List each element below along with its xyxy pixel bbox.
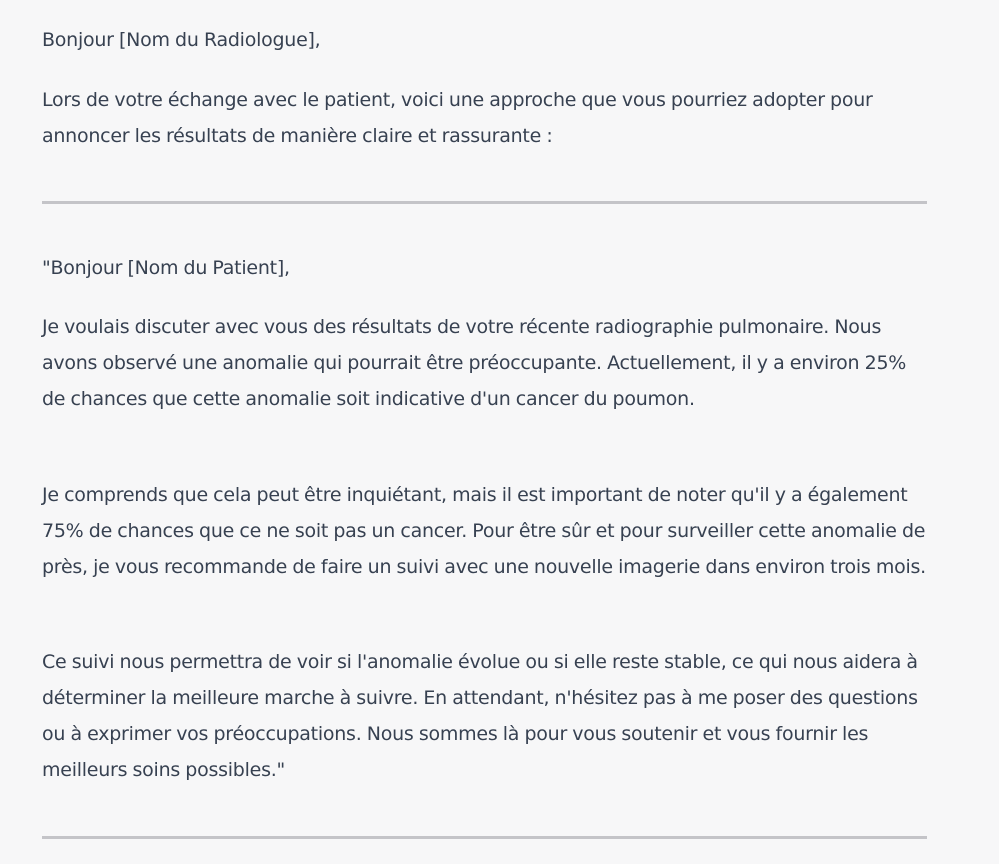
horizontal-divider bbox=[42, 201, 927, 204]
horizontal-divider bbox=[42, 836, 927, 839]
patient-greeting-text: "Bonjour [Nom du Patient], bbox=[42, 257, 290, 279]
intro-paragraph: Lors de votre échange avec le patient, voici une approche que vous pourriez adopter pour annoncer les résultats de manière claire et rassurante : bbox=[42, 89, 873, 147]
script-paragraph: Je comprends que cela peut être inquiétant, mais il est important de noter qu'il y a également 75% de chances que ce ne soit pas un cancer. Pour être sûr et pour surveiller cette anomalie de près, je vous recommande de faire un suivi avec une nouvelle imagerie dans environ trois mois. bbox=[42, 484, 926, 578]
script-paragraph: Ce suivi nous permettra de voir si l'anomalie évolue ou si elle reste stable, ce qui nous aidera à déterminer la meilleure marche à suivre. En attendant, n'hésitez pas à me poser des questions ou à exprimer vos préoccupations. Nous sommes là pour vous soutenir et vous fournir les meilleurs soins possibles." bbox=[42, 651, 918, 781]
greeting-text: Bonjour [Nom du Radiologue], bbox=[42, 29, 321, 51]
script-paragraph: Je voulais discuter avec vous des résultats de votre récente radiographie pulmonaire. Nous avons observé une anomalie qui pourrait être préoccupante. Actuellement, il y a environ 25% de chances que cette anomalie soit indicative d'un cancer du poumon. bbox=[42, 316, 907, 410]
